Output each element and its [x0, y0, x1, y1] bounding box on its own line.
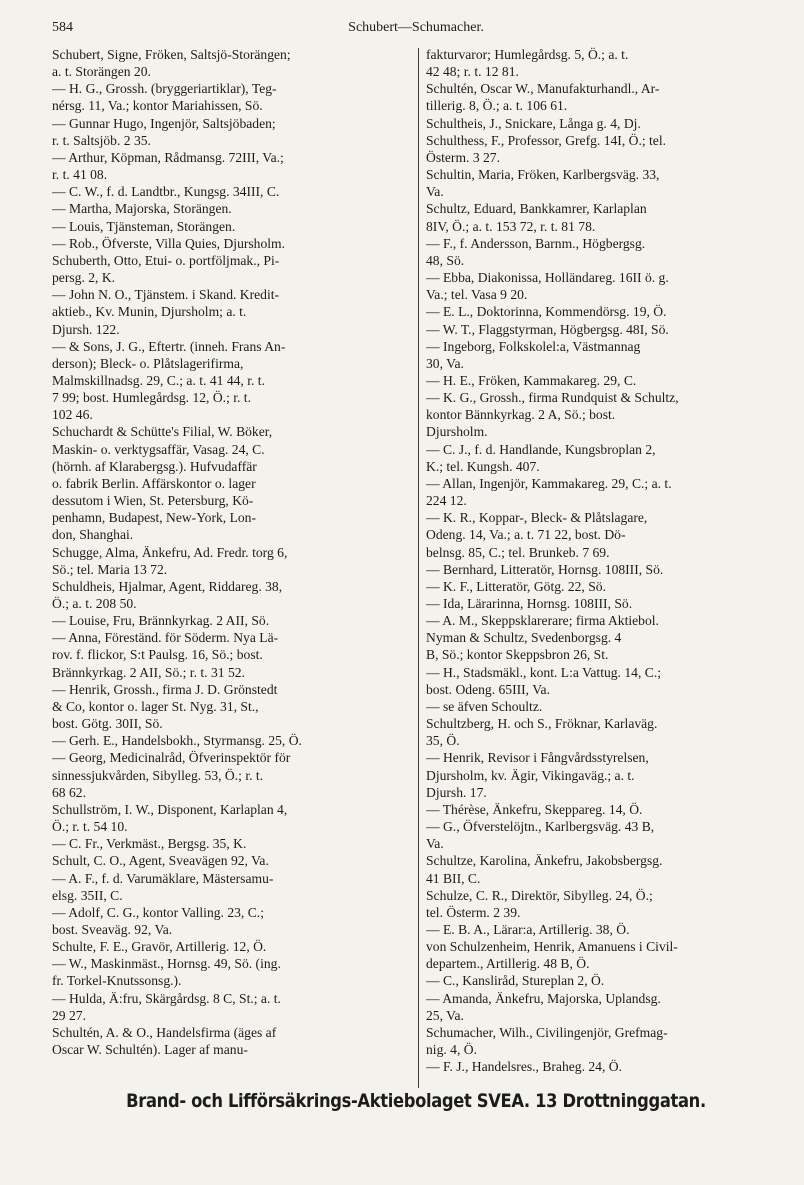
directory-entry-line: — G., Öfverstelöjtn., Karlbergsväg. 43 B,	[426, 819, 655, 835]
directory-entry-line: — Amanda, Änkefru, Majorska, Uplandsg.	[426, 990, 661, 1006]
directory-entry-line: — Louise, Fru, Brännkyrkag. 2 AII, Sö.	[52, 613, 270, 629]
directory-entry-line: — A. M., Skeppsklarerare; firma Aktiebol.	[426, 613, 659, 629]
directory-entry-line: 42 48; r. t. 12 81.	[426, 64, 519, 80]
directory-entry-line: — H. G., Grossh. (bryggeriartiklar), Teg-	[52, 81, 277, 97]
directory-entry-line: Schultén, Oscar W., Manufakturhandl., Ar-	[426, 81, 660, 97]
directory-entry-line: 8IV, Ö.; a. t. 153 72, r. t. 81 78.	[426, 218, 596, 234]
directory-entry-line: — K. G., Grossh., firma Rundquist & Schultz,	[426, 390, 679, 406]
directory-entry-line: — Adolf, C. G., kontor Valling. 23, C.;	[52, 904, 264, 920]
page-number: 584	[52, 20, 73, 35]
directory-entry-line: Ö.; r. t. 54 10.	[52, 819, 128, 835]
directory-entry-line: Österm. 3 27.	[426, 149, 501, 165]
directory-entry-line: fr. Torkel-Knutssonsg.).	[52, 973, 182, 989]
directory-entry-line: — K. F., Litteratör, Götg. 22, Sö.	[426, 578, 606, 594]
directory-entry-line: — C. W., f. d. Landtbr., Kungsg. 34III, C.	[52, 184, 280, 200]
directory-entry-line: dessutom i Wien, St. Petersburg, Kö-	[52, 493, 254, 509]
directory-entry-line: Maskin- o. verktygsaffär, Vasag. 24, C.	[52, 441, 265, 457]
directory-entry-line: — W. T., Flaggstyrman, Högbergsg. 48I, Sö.	[426, 321, 669, 337]
directory-entry-line: bost. Götg. 30II, Sö.	[52, 716, 163, 732]
directory-entry-line: Malmskillnadsg. 29, C.; a. t. 41 44, r. t.	[52, 372, 265, 388]
directory-entry-line: penhamn, Budapest, New-York, Lon-	[52, 510, 257, 526]
directory-entry-line: Schult, C. O., Agent, Sveavägen 92, Va.	[52, 853, 269, 869]
directory-entry-line: tel. Österm. 2 39.	[426, 904, 521, 920]
directory-entry-line: nig. 4, Ö.	[426, 1042, 477, 1058]
directory-entry-line: nérsg. 11, Va.; kontor Mariahissen, Sö.	[52, 98, 263, 114]
directory-entry-line: — F. J., Handelsres., Braheg. 24, Ö.	[426, 1059, 622, 1075]
directory-entry-line: — Henrik, Grossh., firma J. D. Grönstedt	[52, 681, 278, 697]
directory-entry-line: 30, Va.	[426, 355, 464, 371]
directory-entry-line: Nyman & Schultz, Svedenborgsg. 4	[426, 630, 622, 646]
directory-entry-line: — Georg, Medicinalråd, Öfverinspektör för	[52, 750, 291, 766]
directory-entry-line: Schultén, A. & O., Handelsfirma (äges af	[52, 1024, 277, 1040]
directory-entry-line: — Hulda, Ä:fru, Skärgårdsg. 8 C, St.; a. t.	[52, 990, 281, 1006]
directory-entry-line: Schultz, Eduard, Bankkamrer, Karlaplan	[426, 201, 647, 217]
directory-entry-line: 7 99; bost. Humlegårdsg. 12, Ö.; r. t.	[52, 390, 251, 406]
directory-entry-line: — W., Maskinmäst., Hornsg. 49, Sö. (ing.	[52, 956, 281, 972]
directory-entry-line: o. fabrik Berlin. Affärskontor o. lager	[52, 475, 256, 491]
page-header	[52, 20, 780, 46]
directory-columns	[52, 46, 780, 1091]
directory-entry-line: 25, Va.	[426, 1007, 464, 1023]
directory-entry-line: Djursholm, kv. Ägir, Vikingaväg.; a. t.	[426, 767, 635, 783]
directory-entry-line: departem., Artillerig. 48 B, Ö.	[426, 956, 590, 972]
directory-entry-line: — Bernhard, Litteratör, Hornsg. 108III, Sö.	[426, 561, 664, 577]
directory-entry-line: Schumacher, Wilh., Civilingenjör, Grefmag-	[426, 1024, 668, 1040]
directory-entry-line: — C., Kansliråd, Stureplan 2, Ö.	[426, 973, 605, 989]
directory-entry-line: Schulte, F. E., Gravör, Artillerig. 12, Ö.	[52, 939, 267, 955]
directory-entry-line: Va.	[426, 836, 444, 852]
directory-entry-line: elsg. 35II, C.	[52, 887, 123, 903]
directory-entry-line: — Henrik, Revisor i Fångvårdsstyrelsen,	[426, 750, 649, 766]
directory-entry-line: Schultheis, J., Snickare, Långa g. 4, Dj.	[426, 115, 641, 131]
directory-entry-line: — Ida, Lärarinna, Hornsg. 108III, Sö.	[426, 596, 633, 611]
directory-entry-line: derson); Bleck- o. Plåtslagerifirma,	[52, 355, 244, 371]
directory-entry-line: 224 12.	[426, 493, 467, 509]
directory-entry-line: bost. Odeng. 65III, Va.	[426, 681, 550, 697]
directory-entry-line: Schuberth, Otto, Etui- o. portföljmak., Pi-	[52, 252, 280, 268]
directory-entry-line: Schulze, C. R., Direktör, Sibylleg. 24, Ö.;	[426, 887, 653, 903]
directory-entry-line: Schultin, Maria, Fröken, Karlbergsväg. 33,	[426, 167, 660, 183]
directory-entry-line: Schubert, Signe, Fröken, Saltsjö-Storängen;	[52, 47, 291, 62]
directory-entry-line: K.; tel. Kungsh. 407.	[426, 458, 540, 474]
directory-entry-line: — Arthur, Köpman, Rådmansg. 72III, Va.;	[52, 149, 284, 165]
directory-entry-line: Oscar W. Schultén). Lager af manu-	[52, 1042, 248, 1058]
directory-entry-line: Djursholm.	[426, 424, 488, 440]
directory-entry-line: Schuchardt & Schütte's Filial, W. Böker,	[52, 424, 273, 440]
directory-entry-line: & Co, kontor o. lager St. Nyg. 31, St.,	[52, 698, 259, 714]
directory-entry-line: — se äfven Schoultz.	[426, 698, 543, 714]
directory-entry-line: — Anna, Föreständ. för Söderm. Nya Lä-	[52, 630, 279, 646]
footer-advertisement: Brand- och Lifförsäkrings-Aktiebolaget SVEA. 13 Drottninggatan.	[126, 1090, 706, 1112]
directory-entry-line: r. t. 41 08.	[52, 167, 108, 183]
directory-entry-line: Schulthess, F., Professor, Grefg. 14I, Ö.; tel.	[426, 132, 667, 148]
directory-entry-line: (hörnh. af Klarabergsg.). Hufvudaffär	[52, 458, 257, 474]
directory-entry-line: — Martha, Majorska, Storängen.	[52, 201, 232, 217]
directory-entry-line: Va.	[426, 184, 444, 200]
directory-entry-line: belnsg. 85, C.; tel. Brunkeb. 7 69.	[426, 544, 610, 560]
directory-entry-line: 35, Ö.	[426, 733, 460, 749]
directory-entry-line: — E. B. A., Lärar:a, Artillerig. 38, Ö.	[426, 921, 630, 937]
directory-entry-line: — H., Stadsmäkl., kont. L:a Vattug. 14, C.;	[426, 664, 661, 680]
directory-entry-line: — C. Fr., Verkmäst., Bergsg. 35, K.	[52, 836, 247, 852]
directory-entry-line: Odeng. 14, Va.; a. t. 71 22, bost. Dö-	[426, 527, 626, 543]
directory-entry-line: Brännkyrkag. 2 AII, Sö.; r. t. 31 52.	[52, 664, 245, 680]
directory-entry-line: 29 27.	[52, 1007, 86, 1023]
directory-entry-line: B, Sö.; kontor Skeppsbron 26, St.	[426, 647, 609, 663]
directory-entry-line: Schuldheis, Hjalmar, Agent, Riddareg. 38,	[52, 578, 283, 594]
directory-entry-line: von Schulzenheim, Henrik, Amanuens i Civil-	[426, 939, 678, 955]
directory-entry-line: — Rob., Öfverste, Villa Quies, Djursholm.	[52, 235, 286, 251]
directory-entry-line: kontor Bännkyrkag. 2 A, Sö.; bost.	[426, 407, 616, 423]
directory-entry-line: Schultze, Karolina, Änkefru, Jakobsbergsg.	[426, 853, 663, 869]
running-title: Schubert—Schumacher.	[348, 20, 484, 35]
directory-entry-line: — A. F., f. d. Varumäklare, Mästersamu-	[52, 870, 274, 886]
directory-entry-line: — John N. O., Tjänstem. i Skand. Kredit-	[52, 287, 280, 303]
directory-entry-line: Schultzberg, H. och S., Fröknar, Karlaväg.	[426, 716, 658, 732]
directory-entry-line: — Thérèse, Änkefru, Skeppareg. 14, Ö.	[426, 801, 643, 817]
directory-entry-line: Schullström, I. W., Disponent, Karlaplan 4,	[52, 801, 288, 817]
directory-entry-line: — Ebba, Diakonissa, Holländareg. 16II ö. g.	[426, 270, 669, 286]
directory-entry-line: a. t. Storängen 20.	[52, 64, 151, 80]
directory-entry-line: tillerig. 8, Ö.; a. t. 106 61.	[426, 98, 568, 114]
directory-entry-line: — Allan, Ingenjör, Kammakareg. 29, C.; a. t.	[426, 475, 672, 491]
directory-entry-line: persg. 2, K.	[52, 270, 116, 286]
directory-entry-line: 102 46.	[52, 407, 93, 423]
directory-entry-line: 68 62.	[52, 784, 86, 800]
directory-entry-line: Ö.; a. t. 208 50.	[52, 596, 137, 611]
directory-entry-line: — Louis, Tjänsteman, Storängen.	[52, 218, 236, 234]
directory-entry-line: bost. Sveaväg. 92, Va.	[52, 921, 173, 937]
left-column	[52, 46, 412, 1058]
directory-entry-line: don, Shanghai.	[52, 527, 134, 543]
directory-page	[52, 20, 780, 1091]
directory-entry-line: rov. f. flickor, S:t Paulsg. 16, Sö.; bost.	[52, 647, 263, 663]
directory-entry-line: fakturvaror; Humlegårdsg. 5, Ö.; a. t.	[426, 47, 629, 62]
directory-entry-line: Sö.; tel. Maria 13 72.	[52, 561, 168, 577]
column-divider	[418, 48, 419, 1088]
directory-entry-line: — Gunnar Hugo, Ingenjör, Saltsjöbaden;	[52, 115, 276, 131]
directory-entry-line: — K. R., Koppar-, Bleck- & Plåtslagare,	[426, 510, 648, 526]
directory-entry-line: Schugge, Alma, Änkefru, Ad. Fredr. torg 6,	[52, 544, 288, 560]
directory-entry-line: — C. J., f. d. Handlande, Kungsbroplan 2,	[426, 441, 656, 457]
directory-entry-line: Djursh. 17.	[426, 784, 487, 800]
directory-entry-line: — F., f. Andersson, Barnm., Högbergsg.	[426, 235, 646, 251]
directory-entry-line: — H. E., Fröken, Kammakareg. 29, C.	[426, 372, 637, 388]
right-column	[426, 46, 780, 1075]
directory-entry-line: 41 BII, C.	[426, 870, 481, 886]
directory-entry-line: 48, Sö.	[426, 252, 465, 268]
directory-entry-line: — & Sons, J. G., Eftertr. (inneh. Frans An-	[52, 338, 286, 354]
directory-entry-line: r. t. Saltsjöb. 2 35.	[52, 132, 151, 148]
directory-entry-line: Va.; tel. Vasa 9 20.	[426, 287, 528, 303]
directory-entry-line: aktieb., Kv. Munin, Djursholm; a. t.	[52, 304, 247, 320]
directory-entry-line: — E. L., Doktorinna, Kommendörsg. 19, Ö.	[426, 304, 667, 320]
directory-entry-line: — Ingeborg, Folkskolel:a, Västmannag	[426, 338, 641, 354]
directory-entry-line: Djursh. 122.	[52, 321, 120, 337]
directory-entry-line: — Gerh. E., Handelsbokh., Styrmansg. 25, Ö.	[52, 733, 302, 749]
directory-entry-line: sinnessjukvården, Sibylleg. 53, Ö.; r. t.	[52, 767, 264, 783]
